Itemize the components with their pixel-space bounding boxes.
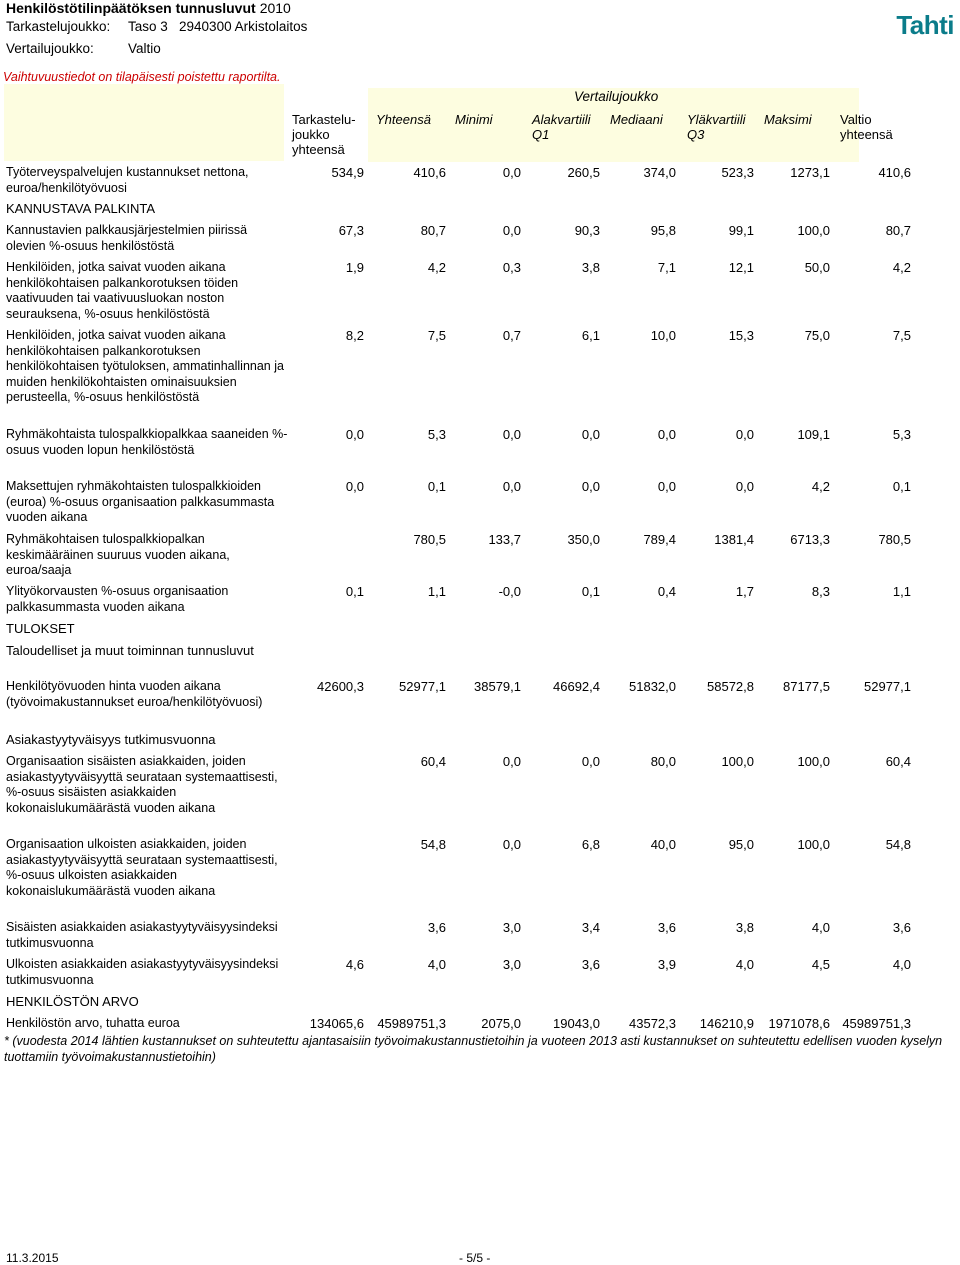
report-year: 2010 xyxy=(259,0,291,16)
cell-maximum: 100,0 xyxy=(797,223,830,238)
cell-valtio-total: 410,6 xyxy=(878,165,911,180)
cell-q3: 58572,8 xyxy=(707,679,754,694)
cell-minimum: 0,0 xyxy=(502,837,521,852)
cell-q3: 1381,4 xyxy=(714,532,754,547)
cell-maximum: 1273,1 xyxy=(790,165,830,180)
cell-valtio-total: 80,7 xyxy=(885,223,911,238)
cell-q3: 12,1 xyxy=(728,260,754,275)
cell-q1: 350,0 xyxy=(567,532,600,547)
cell-q1: 0,0 xyxy=(581,754,600,769)
cell-target-total: 534,9 xyxy=(331,165,364,180)
col-minimum: Minimi xyxy=(455,112,493,127)
cell-maximum: 4,2 xyxy=(811,479,830,494)
col-total: Yhteensä xyxy=(376,112,431,127)
col-valtio-total xyxy=(840,112,893,142)
cell-valtio-total: 45989751,3 xyxy=(842,1016,911,1031)
row-label: Ryhmäkohtaista tulospalkkiopalkkaa saaneiden %-osuus vuoden lopun henkilöstöstä xyxy=(6,427,288,457)
cell-median: 43572,3 xyxy=(629,1016,676,1031)
row-label: Henkilöiden, jotka saivat vuoden aikana henkilökohtaisen palkankorotuksen töiden vaativuuden tai vaativuusluokan noston seurauksena, %-osuus henkilöstöstä xyxy=(6,260,239,321)
col-median: Mediaani xyxy=(610,112,663,127)
cell-maximum: 50,0 xyxy=(804,260,830,275)
reference-group-label: Vertailujoukko: xyxy=(6,41,94,56)
cell-maximum: 6713,3 xyxy=(790,532,830,547)
cell-q1: 260,5 xyxy=(567,165,600,180)
col-target-line3: yhteensä xyxy=(292,142,345,157)
row-label: Organisaation ulkoisten asiakkaiden, joiden asiakastyytyväisyyttä seurataan systemaattisesti, %-osuus ulkoisten asiakkaiden kokonaislukumäärästä vuoden aikana xyxy=(6,837,278,898)
reference-group-line xyxy=(6,41,161,56)
cell-minimum: 0,3 xyxy=(502,260,521,275)
cell-median: 374,0 xyxy=(643,165,676,180)
cell-q3: 3,8 xyxy=(735,920,754,935)
col-q3-line1: Yläkvartiili xyxy=(687,112,746,127)
target-group-line xyxy=(6,19,307,34)
cell-total: 52977,1 xyxy=(399,679,446,694)
col-target-total xyxy=(292,112,356,157)
header-shade-labels xyxy=(4,84,284,161)
cell-target-total: 8,2 xyxy=(345,328,364,343)
cell-median: 51832,0 xyxy=(629,679,676,694)
row-label: Ylityökorvausten %-osuus organisaation palkkasummasta vuoden aikana xyxy=(6,584,229,614)
cell-maximum: 75,0 xyxy=(804,328,830,343)
column-group-vertailujoukko: Vertailujoukko xyxy=(574,89,659,104)
cell-minimum: 3,0 xyxy=(502,957,521,972)
cell-q3: 4,0 xyxy=(735,957,754,972)
cell-median: 95,8 xyxy=(650,223,676,238)
cell-minimum: 0,0 xyxy=(502,754,521,769)
cell-q3: 0,0 xyxy=(735,479,754,494)
cell-q3: 95,0 xyxy=(728,837,754,852)
cell-maximum: 100,0 xyxy=(797,754,830,769)
cell-target-total: 0,1 xyxy=(345,584,364,599)
cell-valtio-total: 4,0 xyxy=(892,957,911,972)
section-title: KANNUSTAVA PALKINTA xyxy=(6,201,156,216)
cell-q1: 19043,0 xyxy=(553,1016,600,1031)
cell-q1: 3,4 xyxy=(581,920,600,935)
col-target-line2: joukko xyxy=(292,127,330,142)
cell-total: 80,7 xyxy=(420,223,446,238)
cell-total: 7,5 xyxy=(427,328,446,343)
cell-q1: 0,1 xyxy=(581,584,600,599)
col-upper-quartile xyxy=(687,112,746,142)
cell-valtio-total: 0,1 xyxy=(892,479,911,494)
report-title xyxy=(6,0,291,16)
footnote: * (vuodesta 2014 lähtien kustannukset on suhteutettu ajantasaisiin työvoimakustannustietoihin ja vuoteen 2013 asti kustannukset on suhteutettu edellisen vuoden kyselyn tuottamiin työvoimakustannustietoihin) xyxy=(4,1034,943,1064)
row-label: Henkilöstön arvo, tuhatta euroa xyxy=(6,1016,180,1030)
cell-valtio-total: 7,5 xyxy=(892,328,911,343)
cell-total: 410,6 xyxy=(413,165,446,180)
cell-median: 80,0 xyxy=(650,754,676,769)
row-label: Kannustavien palkkausjärjestelmien piirissä olevien %-osuus henkilöstöstä xyxy=(6,223,248,253)
target-group-label: Tarkastelujoukko: xyxy=(6,19,111,34)
row-label: Sisäisten asiakkaiden asiakastyytyväisyysindeksi tutkimusvuonna xyxy=(6,920,278,950)
cell-maximum: 100,0 xyxy=(797,837,830,852)
cell-q1: 90,3 xyxy=(574,223,600,238)
cell-median: 10,0 xyxy=(650,328,676,343)
cell-q3: 523,3 xyxy=(721,165,754,180)
cell-q3: 146210,9 xyxy=(699,1016,754,1031)
row-label: Maksettujen ryhmäkohtaisten tulospalkkioiden (euroa) %-osuus organisaation palkkasummasta vuoden aikana xyxy=(6,479,275,524)
cell-minimum: -0,0 xyxy=(498,584,521,599)
row-label: Työterveyspalvelujen kustannukset nettona, euroa/henkilötyövuosi xyxy=(6,165,249,195)
cell-median: 0,0 xyxy=(657,479,676,494)
row-label: Henkilötyövuoden hinta vuoden aikana (työvoimakustannukset euroa/henkilötyövuosi) xyxy=(6,679,263,709)
cell-target-total: 67,3 xyxy=(338,223,364,238)
cell-q1: 0,0 xyxy=(581,479,600,494)
row-label: Organisaation sisäisten asiakkaiden, joiden asiakastyytyväisyyttä seurataan systemaattisesti, %-osuus sisäisten asiakkaiden kokonaislukumäärästä vuoden aikana xyxy=(6,754,278,815)
cell-target-total: 0,0 xyxy=(345,427,364,442)
row-label: Henkilöiden, jotka saivat vuoden aikana henkilökohtaisen palkankorotuksen henkilökohtaisen työtuloksen, ammatinhallinnan ja muiden henkilökohtaisten ominaisuuksien perusteella, %-osuus henkilöstöstä xyxy=(6,328,284,404)
removed-data-notice: Vaihtuvuustiedot on tilapäisesti poistettu raportilta. xyxy=(3,70,281,84)
cell-maximum: 4,0 xyxy=(811,920,830,935)
footer-page-number: - 5/5 - xyxy=(459,1251,491,1265)
cell-valtio-total: 60,4 xyxy=(885,754,911,769)
col-lower-quartile xyxy=(532,112,591,142)
cell-median: 3,6 xyxy=(657,920,676,935)
cell-maximum: 109,1 xyxy=(797,427,830,442)
cell-total: 45989751,3 xyxy=(377,1016,446,1031)
cell-target-total: 134065,6 xyxy=(309,1016,364,1031)
cell-q3: 15,3 xyxy=(728,328,754,343)
cell-maximum: 87177,5 xyxy=(783,679,830,694)
cell-valtio-total: 54,8 xyxy=(885,837,911,852)
cell-valtio-total: 780,5 xyxy=(878,532,911,547)
cell-total: 54,8 xyxy=(420,837,446,852)
cell-q1: 6,8 xyxy=(581,837,600,852)
cell-minimum: 0,0 xyxy=(502,427,521,442)
cell-target-total: 4,6 xyxy=(345,957,364,972)
cell-maximum: 4,5 xyxy=(811,957,830,972)
cell-minimum: 38579,1 xyxy=(474,679,521,694)
col-q1-line2: Q1 xyxy=(532,127,550,142)
cell-total: 780,5 xyxy=(413,532,446,547)
cell-valtio-total: 1,1 xyxy=(892,584,911,599)
footer-date: 11.3.2015 xyxy=(6,1251,59,1265)
cell-median: 0,0 xyxy=(657,427,676,442)
cell-total: 4,0 xyxy=(427,957,446,972)
cell-q3: 99,1 xyxy=(728,223,754,238)
cell-q3: 1,7 xyxy=(735,584,754,599)
cell-median: 0,4 xyxy=(657,584,676,599)
cell-minimum: 2075,0 xyxy=(481,1016,521,1031)
row-label: Ulkoisten asiakkaiden asiakastyytyväisyysindeksi tutkimusvuonna xyxy=(6,957,279,987)
cell-minimum: 0,0 xyxy=(502,165,521,180)
cell-valtio-total: 52977,1 xyxy=(864,679,911,694)
section-title: HENKILÖSTÖN ARVO xyxy=(6,994,139,1009)
cell-median: 40,0 xyxy=(650,837,676,852)
cell-target-total: 0,0 xyxy=(345,479,364,494)
cell-median: 3,9 xyxy=(657,957,676,972)
report-title-text: Henkilöstötilinpäätöksen tunnusluvut xyxy=(6,0,256,16)
cell-target-total: 1,9 xyxy=(345,260,364,275)
cell-total: 1,1 xyxy=(427,584,446,599)
cell-total: 3,6 xyxy=(427,920,446,935)
cell-minimum: 3,0 xyxy=(502,920,521,935)
section-title: TULOKSET xyxy=(6,621,75,636)
col-maximum: Maksimi xyxy=(764,112,812,127)
cell-maximum: 8,3 xyxy=(811,584,830,599)
section-title: Asiakastyytyväisyys tutkimusvuonna xyxy=(6,732,216,747)
cell-valtio-total: 4,2 xyxy=(892,260,911,275)
section-title: Taloudelliset ja muut toiminnan tunnusluvut xyxy=(6,643,254,658)
cell-median: 789,4 xyxy=(643,532,676,547)
col-valtio-line2: yhteensä xyxy=(840,127,893,142)
reference-group-value: Valtio xyxy=(128,41,161,56)
cell-median: 7,1 xyxy=(657,260,676,275)
row-label: Ryhmäkohtaisen tulospalkkiopalkan keskimääräinen suuruus vuoden aikana, euroa/saaja xyxy=(6,532,230,577)
tahti-logo: Tahti xyxy=(896,10,954,40)
cell-total: 5,3 xyxy=(427,427,446,442)
cell-q1: 3,6 xyxy=(581,957,600,972)
cell-q3: 100,0 xyxy=(721,754,754,769)
cell-valtio-total: 5,3 xyxy=(892,427,911,442)
cell-total: 0,1 xyxy=(427,479,446,494)
target-group-value: Taso 3 2940300 Arkistolaitos xyxy=(128,19,308,34)
cell-q1: 0,0 xyxy=(581,427,600,442)
cell-q1: 3,8 xyxy=(581,260,600,275)
cell-valtio-total: 3,6 xyxy=(892,920,911,935)
cell-total: 4,2 xyxy=(427,260,446,275)
col-q1-line1: Alakvartiili xyxy=(532,112,591,127)
cell-target-total: 42600,3 xyxy=(317,679,364,694)
cell-q3: 0,0 xyxy=(735,427,754,442)
cell-maximum: 1971078,6 xyxy=(768,1016,830,1031)
cell-minimum: 0,7 xyxy=(502,328,521,343)
cell-minimum: 0,0 xyxy=(502,223,521,238)
cell-minimum: 0,0 xyxy=(502,479,521,494)
cell-total: 60,4 xyxy=(420,754,446,769)
col-q3-line2: Q3 xyxy=(687,127,705,142)
col-target-line1: Tarkastelu- xyxy=(292,112,356,127)
cell-minimum: 133,7 xyxy=(488,532,521,547)
cell-q1: 6,1 xyxy=(581,328,600,343)
col-valtio-line1: Valtio xyxy=(840,112,872,127)
cell-q1: 46692,4 xyxy=(553,679,600,694)
